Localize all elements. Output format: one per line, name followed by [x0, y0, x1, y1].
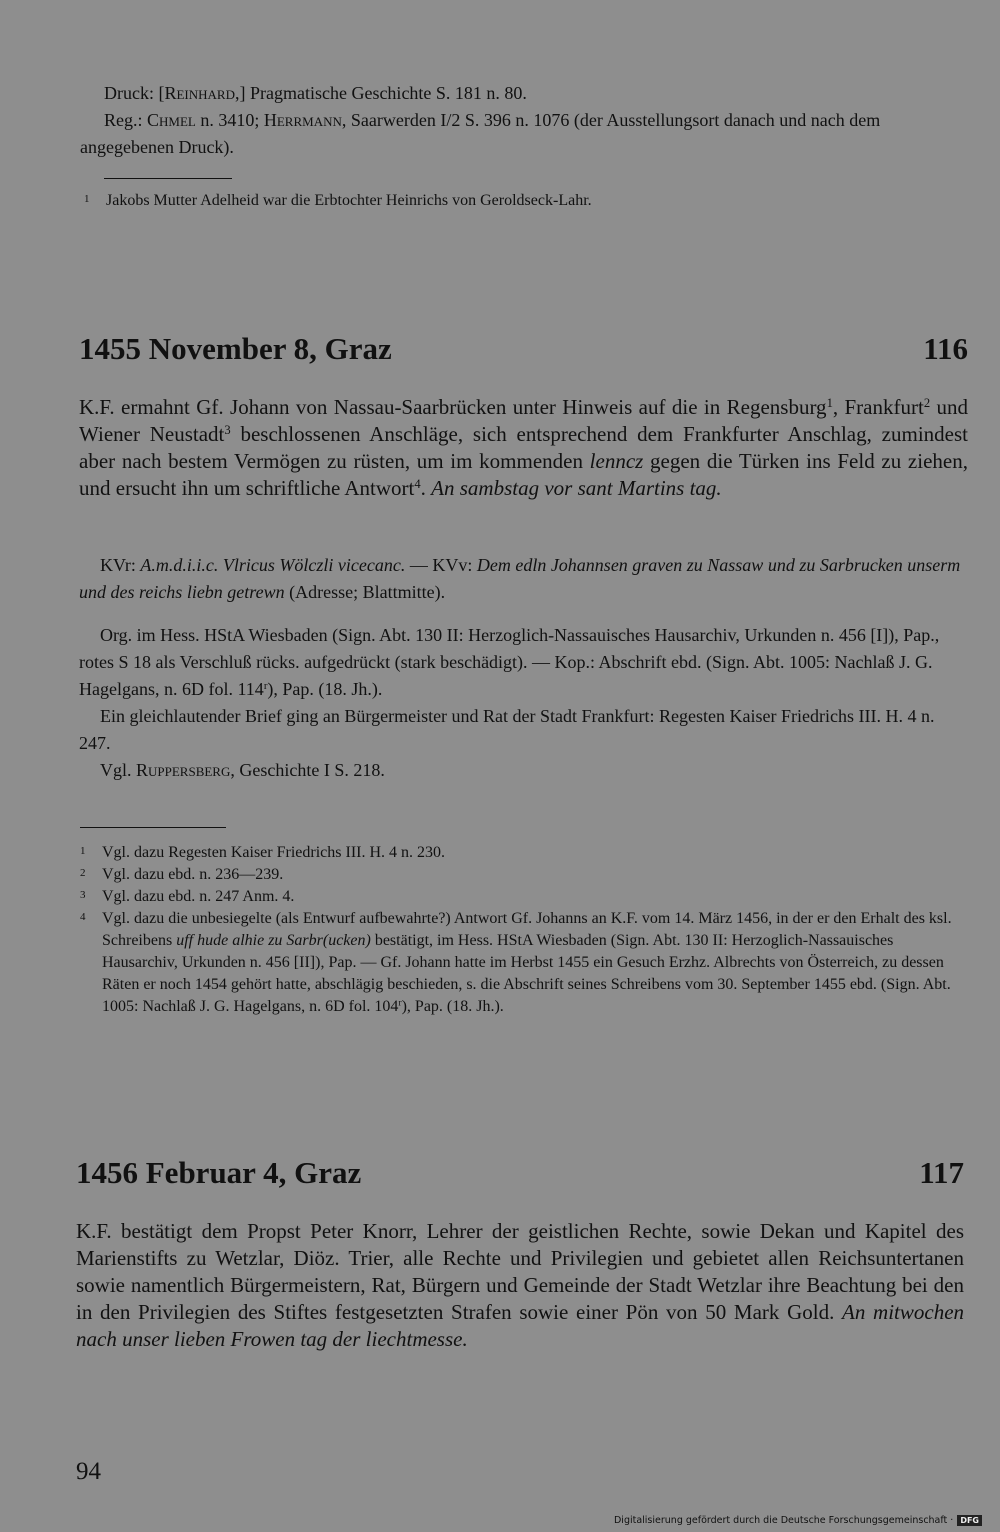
folio-recto-mark: r	[398, 997, 402, 1009]
footnote-mark: 1	[84, 193, 90, 205]
footnote-ref-4: 4	[414, 477, 421, 492]
regest-text: .	[420, 476, 432, 500]
parallel-letter-note: Ein gleichlautender Brief ging an Bürgermeister und Rat der Stadt Frankfurt: Regesten Kaiser Friedrichs III. H. 4 n. 247.	[79, 706, 935, 753]
original-description: Org. im Hess. HStA Wiesbaden (Sign. Abt. 130 II: Herzoglich-Nassauisches Hausarchiv, Urkunden n. 456 [I]), Pap., rotes S 18 als Verschluß rücks. aufgedrückt (stark beschädigt). — Kop.: Abschrift ebd. (Sign. Abt. 1005: Nachlaß J. G. Hagelgans, n. 6D fol. 114	[79, 625, 940, 699]
reg-author-chmel: Chmel	[147, 110, 196, 130]
dfg-logo: DFG	[957, 1515, 982, 1526]
page-number: 94	[76, 1458, 101, 1485]
entry-117-date-place: 1456 Februar 4, Graz	[76, 1155, 362, 1190]
regest-text: und Wiener Neustadt	[79, 395, 968, 446]
footnote-text-part: ), Pap. (18. Jh.).	[401, 998, 504, 1015]
kvv-tail: (Adresse; Blattmitte).	[289, 582, 446, 602]
regest-line	[80, 107, 970, 161]
footnote-text-part: Vgl. dazu die unbesiegelte (als Entwurf aufbewahrte?) Antwort Gf. Johanns an K.F. vom 14. März 1456, in der er den Erhalt des ksl. Schreibens	[102, 910, 952, 949]
druck-label: Druck:	[104, 83, 154, 103]
entry-116-date-place: 1455 November 8, Graz	[79, 331, 392, 366]
regest-text: gegen die Türken ins Feld zu ziehen, und ersucht ihn um schriftliche Antwort	[79, 449, 968, 500]
regest-quote: lenncz	[589, 449, 644, 473]
footnote-mark: 2	[80, 867, 86, 879]
credit-text: Digitalisierung gefördert durch die Deutsche Forschungsgemeinschaft ·	[613, 1515, 954, 1526]
footnote-previous	[84, 190, 964, 212]
druck-author: [Reinhard,]	[158, 83, 246, 103]
digitization-credit	[614, 1515, 982, 1526]
entry-117-heading	[76, 1155, 964, 1191]
regest-text: , Frankfurt	[832, 395, 924, 419]
reg-author-herrmann: Herrmann,	[263, 110, 347, 130]
reg-reference-chmel: n. 3410;	[200, 110, 260, 130]
footnote-ref-2: 2	[923, 396, 931, 411]
original-description-tail: ), Pap. (18. Jh.).	[267, 679, 383, 699]
footnote-mark: 4	[80, 911, 86, 923]
footnote-ref-1: 1	[826, 396, 833, 411]
entry-116-number: 116	[923, 331, 968, 366]
footnote-2	[80, 864, 968, 886]
kvr-label: KVr:	[100, 555, 136, 575]
footnote-text: Vgl. dazu ebd. n. 236—239.	[102, 866, 284, 883]
vgl-author: Ruppersberg,	[136, 760, 235, 780]
footnote-separator	[104, 178, 232, 179]
entry-116-regest	[79, 394, 968, 502]
reg-label: Reg.:	[104, 110, 143, 130]
druck-line	[80, 80, 970, 107]
kvv-label: — KVv:	[405, 555, 473, 575]
footnote-text: Vgl. dazu Regesten Kaiser Friedrichs III. H. 4 n. 230.	[102, 844, 446, 861]
entry-116-tradition	[79, 622, 968, 784]
entry-117-number: 117	[919, 1155, 964, 1190]
footnote-1	[80, 842, 968, 864]
footnote-quote: uff hude alhie zu Sarbr(ucken)	[176, 932, 371, 949]
kvv-text: Dem edln Johannsen graven zu Nassaw und zu Sarbrucken unserm und des reichs liebn getrewn	[79, 555, 961, 602]
dating-clause: An sambstag vor sant Martins tag.	[431, 476, 722, 500]
folio-recto-mark: r	[263, 680, 268, 693]
footnote-4	[80, 908, 968, 1018]
vgl-label: Vgl.	[100, 760, 132, 780]
footnote-text: Vgl. dazu ebd. n. 247 Anm. 4.	[102, 888, 295, 905]
entry-116-heading	[79, 331, 968, 367]
entry-116-footnotes	[80, 842, 968, 1018]
footnote-mark: 1	[80, 845, 86, 857]
regest-text: K.F. ermahnt Gf. Johann von Nassau-Saarbrücken unter Hinweis auf die in Regensburg	[79, 395, 827, 419]
literature-note	[79, 757, 968, 784]
regest-text: beschlossenen Anschläge, sich entsprechend dem Frankfurter Anschlag, zumindest aber nach bestem Vermögen zu rüsten, um im kommenden	[79, 422, 968, 473]
footnote-ref-3: 3	[224, 423, 231, 438]
reg-reference-herrmann: Saarwerden I/2 S. 396 n. 1076 (der Ausstellungsort danach und nach dem angegebenen Druck).	[80, 110, 881, 157]
previous-entry-references	[80, 80, 970, 161]
entry-117-regest	[76, 1218, 964, 1353]
footnote-mark: 3	[80, 889, 86, 901]
kvr-text: A.m.d.i.i.c. Vlricus Wölczli vicecanc.	[140, 555, 406, 575]
footnote-separator	[80, 827, 226, 828]
footnote-3	[80, 886, 968, 908]
vgl-text: Geschichte I S. 218.	[239, 760, 385, 780]
footnote-text	[102, 908, 968, 1018]
footnote-text-part: bestätigt, im Hess. HStA Wiesbaden (Sign. Abt. 130 II: Herzoglich-Nassauisches Hausarchiv, Urkunden n. 456 [II]), Pap. — Gf. Johann hatte im Herbst 1455 ein Gesuch Erzhz. Albrechts von Österreich, zu dessen Räten er noch 1454 gehört hatte, abschlägig beschieden, s. die Abschrift seines Schreibens vom 30. September 1455 ebd. (Sign. Abt. 1005: Nachlaß J. G. Hagelgans, n. 6D fol. 104	[102, 932, 951, 1015]
druck-reference: Pragmatische Geschichte S. 181 n. 80.	[249, 83, 527, 103]
dating-clause: An mitwochen nach unser lieben Frowen tag der liechtmesse.	[76, 1300, 965, 1351]
footnote-text: Jakobs Mutter Adelheid war die Erbtochter Heinrichs von Geroldseck-Lahr.	[106, 192, 592, 209]
regest-text: K.F. bestätigt dem Propst Peter Knorr, Lehrer der geistlichen Rechte, sowie Dekan und Kapitel des Marienstifts zu Wetzlar, Diöz. Trier, alle Rechte und Privilegien und gebietet allen Reichsuntertanen sowie namentlich Bürgermeistern, Rat, Bürgern und Gemeinde der Stadt Wetzlar ihre Beachtung bei den in den Privilegien des Stiftes festgesetzten Strafen sowie einer Pön von 50 Mark Gold.	[76, 1219, 964, 1324]
entry-116-chancery-notes	[79, 552, 968, 606]
